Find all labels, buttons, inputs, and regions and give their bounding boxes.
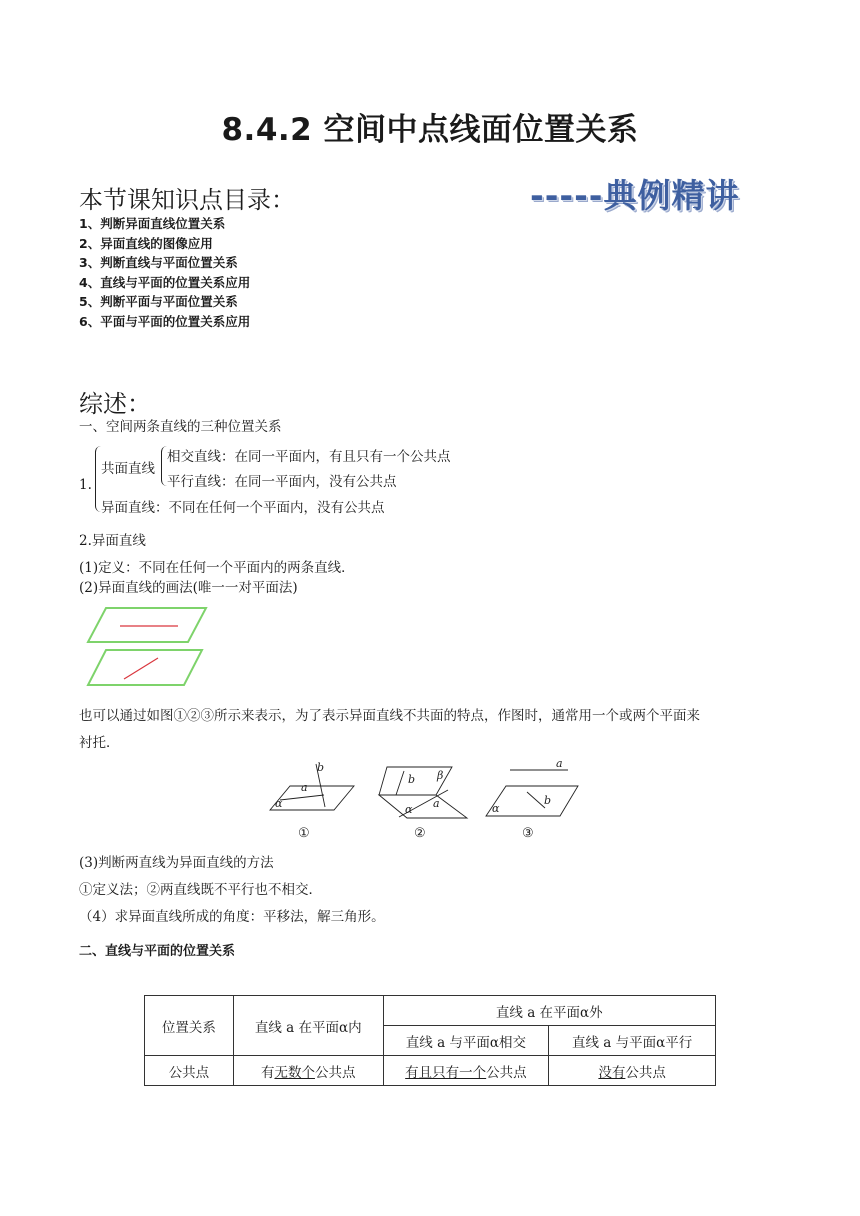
figure-text-line1: 也可以通过如图①②③所示来表示，为了表示异面直线不共面的特点，作图时，通常用一个或两个平面来: [79, 708, 700, 724]
fig3-label-alpha: α: [492, 802, 500, 815]
parallel-line-text: 平行直线：在同一平面内，没有公共点: [167, 474, 397, 490]
fig2-label-b: b: [408, 773, 416, 786]
table-cell-intersect: 有且只有一个公共点: [383, 1056, 549, 1086]
coplanar-label: 共面直线: [101, 461, 155, 477]
summary-heading: 综述：: [79, 390, 151, 418]
table-header-intersect: 直线 a 与平面α相交: [383, 1026, 549, 1056]
intersect-line-text: 相交直线：在同一平面内，有且只有一个公共点: [167, 449, 451, 465]
toc-item: 6、平面与平面的位置关系应用: [79, 313, 251, 329]
upper-plane: [88, 608, 206, 642]
fig2-number: ②: [414, 826, 426, 841]
skew-title: 2.异面直线: [79, 533, 146, 549]
definition-text: (1)定义：不同在任何一个平面内的两条直线．: [79, 560, 355, 576]
tree-number: 1.: [79, 477, 92, 493]
lower-line: [124, 658, 158, 679]
relation-table: [144, 995, 716, 1086]
table-header-parallel: 直线 a 与平面α平行: [549, 1026, 716, 1056]
angle-method: （4）求异面直线所成的角度：平移法，解三角形。: [79, 909, 385, 925]
table-header-outside: 直线 a 在平面α外: [383, 996, 715, 1026]
toc-item: 1、判断异面直线位置关系: [79, 216, 226, 231]
skew-line-text: 异面直线：不同在任何一个平面内，没有公共点: [101, 500, 385, 516]
figure-1: [270, 761, 354, 841]
lower-plane: [88, 650, 202, 685]
fig3-label-b: b: [544, 794, 552, 807]
toc-item: 5、判断平面与平面位置关系: [79, 294, 238, 310]
fig1-label-b: b: [317, 761, 325, 774]
table-row-label: 公共点: [145, 1056, 234, 1086]
figure-2: [379, 767, 467, 841]
table-cell-parallel: 没有公共点: [549, 1056, 716, 1086]
table-header-in-plane: 直线 a 在平面α内: [233, 996, 383, 1056]
fig3-label-a: a: [556, 757, 563, 770]
judge-methods: ①定义法；②两直线既不平行也不相交．: [79, 882, 322, 898]
section2-title: 二、直线与平面的位置关系: [79, 944, 236, 959]
table-cell-in-plane: 有无数个公共点: [233, 1056, 383, 1086]
drawing-method-text: (2)异面直线的画法(唯一一对平面法): [79, 580, 298, 596]
section1-title: 一、空间两条直线的三种位置关系: [79, 419, 282, 435]
toc-item: 3、判断直线与平面位置关系: [79, 255, 238, 271]
toc-list: [79, 214, 250, 332]
fig1-number: ①: [298, 826, 310, 841]
skew-lines-figures: [262, 757, 592, 847]
toc-item: 2、异面直线的图像应用: [79, 235, 213, 251]
fig1-label-alpha: α: [275, 797, 283, 810]
toc-item: 4、直线与平面的位置关系应用: [79, 274, 251, 290]
page-title: 8.4.2 空间中点线面位置关系: [221, 112, 639, 148]
fig3-number: ③: [522, 826, 534, 841]
figure-3: [486, 757, 578, 841]
skew-planes-figure: [84, 604, 208, 688]
fig2-label-alpha: α: [405, 803, 413, 816]
table-header-relation: 位置关系: [145, 996, 234, 1056]
fig2-label-beta: β: [437, 769, 444, 782]
toc-heading: 本节课知识点目录：: [79, 186, 295, 214]
figure-text-line2: 衬托．: [79, 735, 120, 751]
example-stamp: -----典例精讲: [530, 176, 740, 215]
fig2-label-a: a: [433, 797, 440, 810]
judge-title: (3)判断两直线为异面直线的方法: [79, 855, 274, 871]
fig1-label-a: a: [301, 781, 308, 794]
